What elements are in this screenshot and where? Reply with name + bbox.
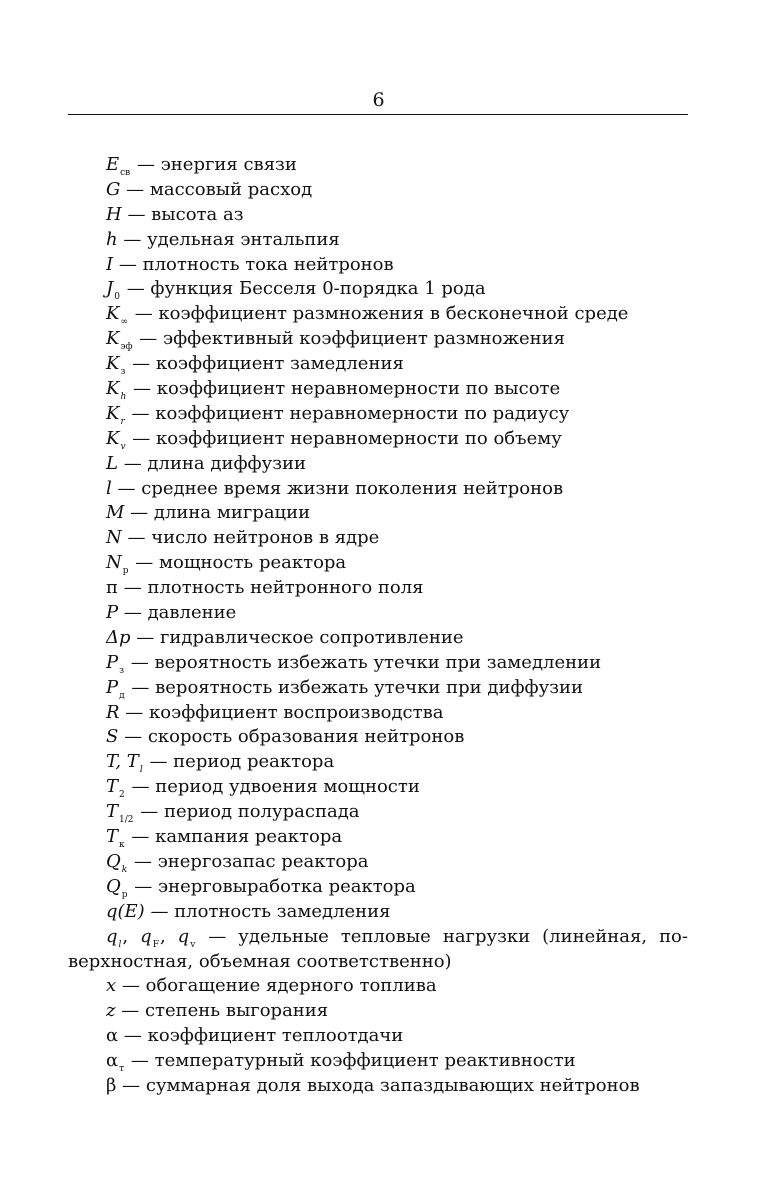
symbol: P xyxy=(106,676,119,698)
list-item xyxy=(68,775,688,800)
list-item xyxy=(68,452,688,477)
subscript: l xyxy=(139,765,143,776)
dash: — xyxy=(131,676,150,698)
symbol: l xyxy=(106,477,112,499)
definition: функция Бесселя 0-порядка 1 рода xyxy=(150,278,486,300)
list-item xyxy=(68,900,688,925)
symbol: L xyxy=(106,452,118,474)
definition: высота аз xyxy=(151,203,244,225)
list-item xyxy=(68,477,688,502)
dash: — xyxy=(121,1000,140,1022)
header-rule xyxy=(68,114,688,115)
symbol: α xyxy=(106,1025,119,1047)
symbol: п xyxy=(106,577,118,599)
definition: температурный коэффициент реактивности xyxy=(154,1050,576,1072)
definition: энерговыработка реактора xyxy=(158,875,416,897)
subscript: р xyxy=(121,889,128,900)
definition: эффективный коэффициент размножения xyxy=(163,328,566,350)
symbol: T xyxy=(106,776,119,798)
dash: — xyxy=(118,253,137,275)
dash: — xyxy=(121,975,140,997)
list-item xyxy=(68,1024,688,1049)
definition: обогащение ядерного топлива xyxy=(145,975,437,997)
definition: суммарная доля выхода запаздывающих нейтронов xyxy=(145,1074,640,1096)
list-item xyxy=(68,302,688,327)
list-item xyxy=(68,676,688,701)
list-item xyxy=(68,352,688,377)
subscript: р xyxy=(122,566,129,577)
definition: давление xyxy=(147,602,237,624)
definition: коэффициент размножения в бесконечной среде xyxy=(158,303,629,325)
list-item xyxy=(68,377,688,402)
definition: коэффициент воспроизводства xyxy=(149,701,444,723)
definition: длина диффузии xyxy=(147,452,307,474)
subscript: 2 xyxy=(119,790,125,801)
symbol: z xyxy=(106,1000,116,1022)
symbol: K xyxy=(106,402,120,424)
symbol: K xyxy=(106,303,120,325)
dash: — xyxy=(139,328,158,350)
subscript: д xyxy=(119,690,125,701)
symbol: R xyxy=(106,701,120,723)
list-item xyxy=(68,800,688,825)
definition-continued: верхностная, объемная соответственно) xyxy=(68,950,452,972)
symbol: P xyxy=(106,602,119,624)
list-item xyxy=(68,850,688,875)
symbol: M xyxy=(106,502,125,524)
symbol: T, T xyxy=(106,751,139,773)
dash: — xyxy=(123,1025,142,1047)
subscript: к xyxy=(119,840,125,851)
symbol: h xyxy=(106,228,118,250)
subscript: v xyxy=(120,441,126,452)
dash: — xyxy=(149,751,168,773)
list-item xyxy=(68,651,688,676)
dash: — xyxy=(134,875,153,897)
subscript: 0 xyxy=(114,292,120,303)
subscript: св xyxy=(120,168,131,178)
list-item xyxy=(68,427,688,452)
symbol: x xyxy=(106,975,117,997)
definition: вероятность избежать утечки при диффузии xyxy=(155,676,584,698)
dash: — xyxy=(130,1050,149,1072)
symbol: I xyxy=(106,253,114,275)
subscript: з xyxy=(120,367,126,378)
list-item xyxy=(68,203,688,228)
symbol: P xyxy=(106,651,119,673)
definition: удельная энтальпия xyxy=(147,228,340,250)
list-item xyxy=(68,402,688,427)
dash: — xyxy=(208,925,227,947)
dash: — xyxy=(136,154,155,175)
dash: — xyxy=(131,826,150,848)
symbol: q xyxy=(140,925,152,947)
symbol: q(E) xyxy=(106,900,145,922)
list-item xyxy=(68,551,688,576)
subscript: з xyxy=(119,665,125,676)
definition: коэффициент теплоотдачи xyxy=(147,1025,404,1047)
dash: — xyxy=(126,178,145,200)
symbol: K xyxy=(106,427,120,449)
dash: — xyxy=(132,427,151,449)
definition: степень выгорания xyxy=(144,1000,329,1022)
dash: — xyxy=(130,651,149,673)
symbol: q xyxy=(106,925,118,947)
symbol: T xyxy=(106,801,119,823)
dash: — xyxy=(125,701,144,723)
notation-list-head xyxy=(68,153,688,925)
list-item xyxy=(68,1049,688,1074)
definition: вероятность избежать утечки при замедлении xyxy=(154,651,602,673)
dash: — xyxy=(132,353,151,375)
list-item-heat-loads-continued xyxy=(68,950,688,975)
list-item xyxy=(68,601,688,626)
definition: длина миграции xyxy=(153,502,311,524)
dash: — xyxy=(123,228,142,250)
definition: коэффициент неравномерности по высоте xyxy=(156,378,561,400)
subscript: 1/2 xyxy=(119,815,134,826)
list-item xyxy=(68,701,688,726)
notation-list xyxy=(68,153,688,1099)
symbol: K xyxy=(106,378,120,400)
dash: — xyxy=(131,776,150,798)
definition: энергозапас реактора xyxy=(157,850,369,872)
symbol: J xyxy=(106,278,114,300)
dash: — xyxy=(123,602,142,624)
definition: коэффициент неравномерности по объему xyxy=(156,427,562,449)
dash: — xyxy=(134,303,153,325)
definition: коэффициент неравномерности по радиусу xyxy=(155,402,570,424)
definition: удельные тепловые нагрузки (линейная, по- xyxy=(238,925,688,947)
definition: плотность нейтронного поля xyxy=(147,577,424,599)
dash: — xyxy=(127,527,146,549)
symbol: α xyxy=(106,1050,119,1072)
definition: плотность замедления xyxy=(174,900,391,922)
subscript: v xyxy=(190,939,196,950)
symbol: N xyxy=(106,552,122,574)
list-item xyxy=(68,153,688,178)
symbol: K xyxy=(106,328,120,350)
definition: период удвоения мощности xyxy=(155,776,420,798)
list-item xyxy=(68,750,688,775)
dash: — xyxy=(135,552,154,574)
definition: коэффициент замедления xyxy=(155,353,404,375)
list-item xyxy=(68,327,688,352)
dash: — xyxy=(117,477,136,499)
symbol: T xyxy=(106,826,119,848)
list-item xyxy=(68,253,688,278)
dash: — xyxy=(140,801,159,823)
symbol: N xyxy=(106,527,122,549)
list-item xyxy=(68,576,688,601)
definition: период полураспада xyxy=(163,801,360,823)
definition: плотность тока нейтронов xyxy=(142,253,394,275)
symbol: Q xyxy=(106,850,121,872)
dash: — xyxy=(132,378,151,400)
symbol: Δp xyxy=(106,626,131,648)
list-item xyxy=(68,974,688,999)
definition: скорость образования нейтронов xyxy=(147,726,465,748)
symbol: K xyxy=(106,353,120,375)
dash: — xyxy=(123,577,142,599)
definition: период реактора xyxy=(173,751,335,773)
dash: — xyxy=(122,1074,141,1096)
definition: кампания реактора xyxy=(155,826,343,848)
list-item xyxy=(68,725,688,750)
subscript: r xyxy=(120,416,125,427)
definition: гидравлическое сопротивление xyxy=(160,626,464,648)
list-item-heat-loads: $q_l$, $q_F$, $q_v$ — удельные тепловые нагрузки (линейная, по- xyxy=(106,925,688,950)
list-item xyxy=(68,875,688,900)
dash: — xyxy=(133,850,152,872)
list-item xyxy=(68,626,688,651)
subscript: эф xyxy=(120,342,133,353)
symbol: β xyxy=(106,1074,117,1096)
dash: — xyxy=(123,452,142,474)
list-item xyxy=(68,1074,688,1099)
definition: мощность реактора xyxy=(158,552,347,574)
dash: — xyxy=(126,278,145,300)
list-item xyxy=(68,999,688,1024)
dash: — xyxy=(131,402,150,424)
list-item xyxy=(68,825,688,850)
notation-list-tail xyxy=(68,974,688,1098)
dash: — xyxy=(130,502,149,524)
symbol: S xyxy=(106,726,119,748)
symbol: G xyxy=(106,178,121,200)
dash: — xyxy=(127,203,146,225)
definition: среднее время жизни поколения нейтронов xyxy=(141,477,564,499)
dash: — xyxy=(124,726,143,748)
symbol: E xyxy=(106,154,120,175)
page-number: 6 xyxy=(372,89,385,111)
symbol: Q xyxy=(106,875,121,897)
list-item xyxy=(68,526,688,551)
subscript: l xyxy=(118,939,122,950)
subscript: k xyxy=(121,864,128,875)
subscript: h xyxy=(120,392,127,403)
subscript: т xyxy=(119,1064,125,1075)
list-item xyxy=(68,178,688,203)
subscript: ∞ xyxy=(120,317,128,328)
definition: число нейтронов в ядре xyxy=(151,527,380,549)
subscript: F xyxy=(152,939,159,950)
dash: — xyxy=(150,900,169,922)
list-item xyxy=(68,277,688,302)
dash: — xyxy=(136,626,155,648)
definition: энергия связи xyxy=(160,154,297,175)
symbol: H xyxy=(106,203,122,225)
symbol: q xyxy=(177,925,190,947)
definition: массовый расход xyxy=(149,178,313,200)
list-item xyxy=(68,501,688,526)
list-item xyxy=(68,228,688,253)
